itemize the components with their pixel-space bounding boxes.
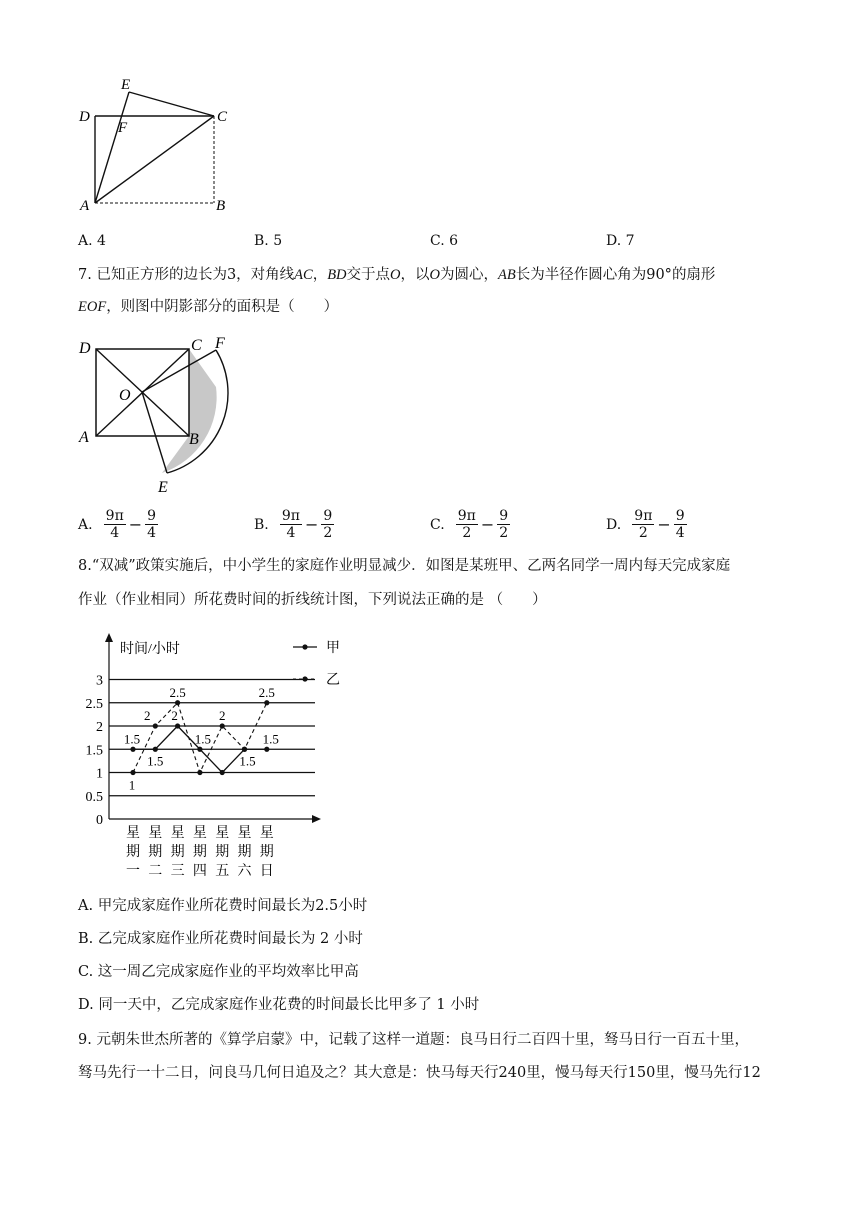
q6-line-AE bbox=[95, 92, 129, 203]
q7-option-d: D. $\frac{9\pi}{2}$ − $\frac{9}{4}$ bbox=[606, 508, 685, 541]
q6-label-E: E bbox=[121, 77, 131, 93]
q7-label-B: B bbox=[189, 431, 199, 448]
data-label: 1.5 bbox=[123, 731, 141, 747]
series-jia-point bbox=[130, 747, 135, 752]
data-label: 2.5 bbox=[169, 684, 186, 700]
q7-label-O: O bbox=[119, 387, 131, 404]
q7-label-F: F bbox=[215, 335, 225, 352]
data-label: 2 bbox=[218, 708, 226, 723]
q8-stem-line2: 作业（作业相同）所花费时间的折线统计图，下列说法正确的是 （ ） bbox=[78, 592, 547, 608]
x-tick-label: 四 bbox=[192, 864, 207, 879]
q7-label-A: A bbox=[79, 429, 89, 446]
q6-figure bbox=[74, 70, 244, 220]
x-tick-label: 五 bbox=[215, 864, 230, 879]
data-label: 1.5 bbox=[147, 753, 164, 769]
series-yi-point bbox=[153, 723, 158, 728]
q6-option-a: A. 4 bbox=[78, 233, 106, 249]
x-tick-label: 二 bbox=[148, 864, 163, 879]
data-label: 1.5 bbox=[194, 731, 212, 747]
q8-option-c: C. 这一周乙完成家庭作业的平均效率比甲高 bbox=[78, 964, 359, 980]
series-yi-point bbox=[197, 770, 202, 775]
x-tick-label: 期 bbox=[148, 845, 163, 860]
x-tick-label: 期 bbox=[259, 845, 274, 860]
y-axis-title: 时间/小时 bbox=[120, 642, 180, 657]
q7-label-D: D bbox=[79, 340, 91, 357]
x-tick-label: 期 bbox=[215, 845, 230, 860]
y-tick-label: 3 bbox=[96, 673, 103, 689]
q7-option-a: A. $\frac{9\pi}{4}$ − $\frac{9}{4}$ bbox=[78, 508, 157, 541]
q6-label-D: D bbox=[79, 109, 90, 125]
q7-stem-line1: 7. 已知正方形的边长为3，对角线AC，BD交于点O，以O为圆心，AB长为半径作圆心角为90°的扇形 bbox=[78, 267, 716, 283]
q9-stem-line1: 9. 元朝朱世杰所著的《算学启蒙》中，记载了这样一道题：良马日行二百四十里，驽马日行一百五十里， bbox=[78, 1032, 749, 1048]
q8-option-a: A. 甲完成家庭作业所花费时间最长为2.5小时 bbox=[78, 898, 368, 914]
x-tick-label: 一 bbox=[126, 864, 140, 879]
q9-stem-line2: 驽马先行一十二日，问良马几何日追及之？其大意是：快马每天行240里，慢马每天行150里，慢马先行12 bbox=[78, 1065, 761, 1081]
series-jia-point bbox=[242, 747, 247, 752]
x-tick-label: 星 bbox=[259, 826, 274, 841]
q6-line-EC bbox=[129, 92, 214, 116]
data-label: 2.5 bbox=[258, 684, 275, 700]
q7-label-E: E bbox=[158, 479, 168, 496]
y-tick-label: 2.5 bbox=[85, 696, 103, 712]
q8-option-d: D. 同一天中，乙完成家庭作业花费的时间最长比甲多了 1 小时 bbox=[78, 997, 480, 1013]
q6-label-C: C bbox=[217, 109, 228, 125]
q7-stem-line2: EOF，则图中阴影部分的面积是（ ） bbox=[78, 299, 339, 315]
q7-figure bbox=[74, 330, 244, 500]
x-tick-label: 期 bbox=[126, 845, 140, 860]
x-tick-label: 星 bbox=[192, 826, 207, 841]
series-yi-point bbox=[130, 770, 135, 775]
q6-label-F: F bbox=[118, 120, 128, 136]
data-label: 1.5 bbox=[262, 731, 279, 747]
series-yi-point bbox=[264, 700, 269, 705]
y-tick-label: 1 bbox=[96, 766, 103, 782]
series-yi-point bbox=[175, 700, 180, 705]
y-axis-arrow bbox=[105, 633, 113, 642]
x-tick-label: 日 bbox=[259, 864, 274, 879]
q7-option-b: B. $\frac{9\pi}{4}$ − $\frac{9}{2}$ bbox=[254, 508, 333, 541]
series-yi-point bbox=[220, 723, 225, 728]
q6-option-c: C. 6 bbox=[430, 233, 459, 249]
y-tick-label: 1.5 bbox=[85, 743, 103, 759]
x-tick-label: 六 bbox=[237, 864, 252, 879]
x-tick-label: 期 bbox=[192, 845, 207, 860]
series-jia-point bbox=[220, 770, 225, 775]
y-tick-label: 0.5 bbox=[85, 789, 103, 805]
x-tick-label: 星 bbox=[237, 826, 252, 841]
q8-option-b: B. 乙完成家庭作业所花费时间最长为 2 小时 bbox=[78, 931, 363, 947]
data-label: 1 bbox=[128, 777, 136, 793]
series-jia-point bbox=[175, 723, 180, 728]
legend-jia-label: 甲 bbox=[326, 641, 340, 656]
x-tick-label: 期 bbox=[170, 845, 185, 860]
series-jia-point bbox=[153, 747, 158, 752]
series-jia-point bbox=[197, 747, 202, 752]
x-tick-label: 星 bbox=[170, 826, 185, 841]
x-axis-arrow bbox=[312, 815, 321, 823]
x-tick-label: 三 bbox=[170, 864, 185, 879]
data-label: 1.5 bbox=[239, 753, 256, 769]
data-label: 2 bbox=[171, 708, 178, 723]
x-tick-label: 期 bbox=[237, 845, 252, 860]
legend-yi-marker bbox=[302, 676, 307, 681]
y-tick-label: 0 bbox=[96, 813, 103, 828]
series-jia-point bbox=[264, 747, 269, 752]
q8-line-chart bbox=[74, 628, 374, 880]
q6-label-B: B bbox=[216, 198, 226, 214]
q6-option-b: B. 5 bbox=[254, 233, 283, 249]
q6-label-A: A bbox=[80, 198, 90, 214]
x-tick-label: 星 bbox=[148, 826, 163, 841]
q6-option-d: D. 7 bbox=[606, 233, 635, 249]
x-tick-label: 星 bbox=[126, 826, 140, 841]
q7-option-c: C. $\frac{9\pi}{2}$ − $\frac{9}{2}$ bbox=[430, 508, 509, 541]
q7-label-C: C bbox=[191, 337, 202, 354]
y-tick-label: 2 bbox=[96, 720, 103, 735]
legend-jia-marker bbox=[302, 644, 307, 649]
data-label: 2 bbox=[144, 708, 151, 723]
q6-line-AC bbox=[95, 116, 214, 203]
x-tick-label: 星 bbox=[215, 826, 230, 841]
legend-yi-label: 乙 bbox=[326, 673, 340, 688]
q8-stem-line1: 8.“双减”政策实施后，中小学生的家庭作业明显减少．如图是某班甲、乙两名同学一周内每天完成家庭 bbox=[78, 558, 731, 574]
